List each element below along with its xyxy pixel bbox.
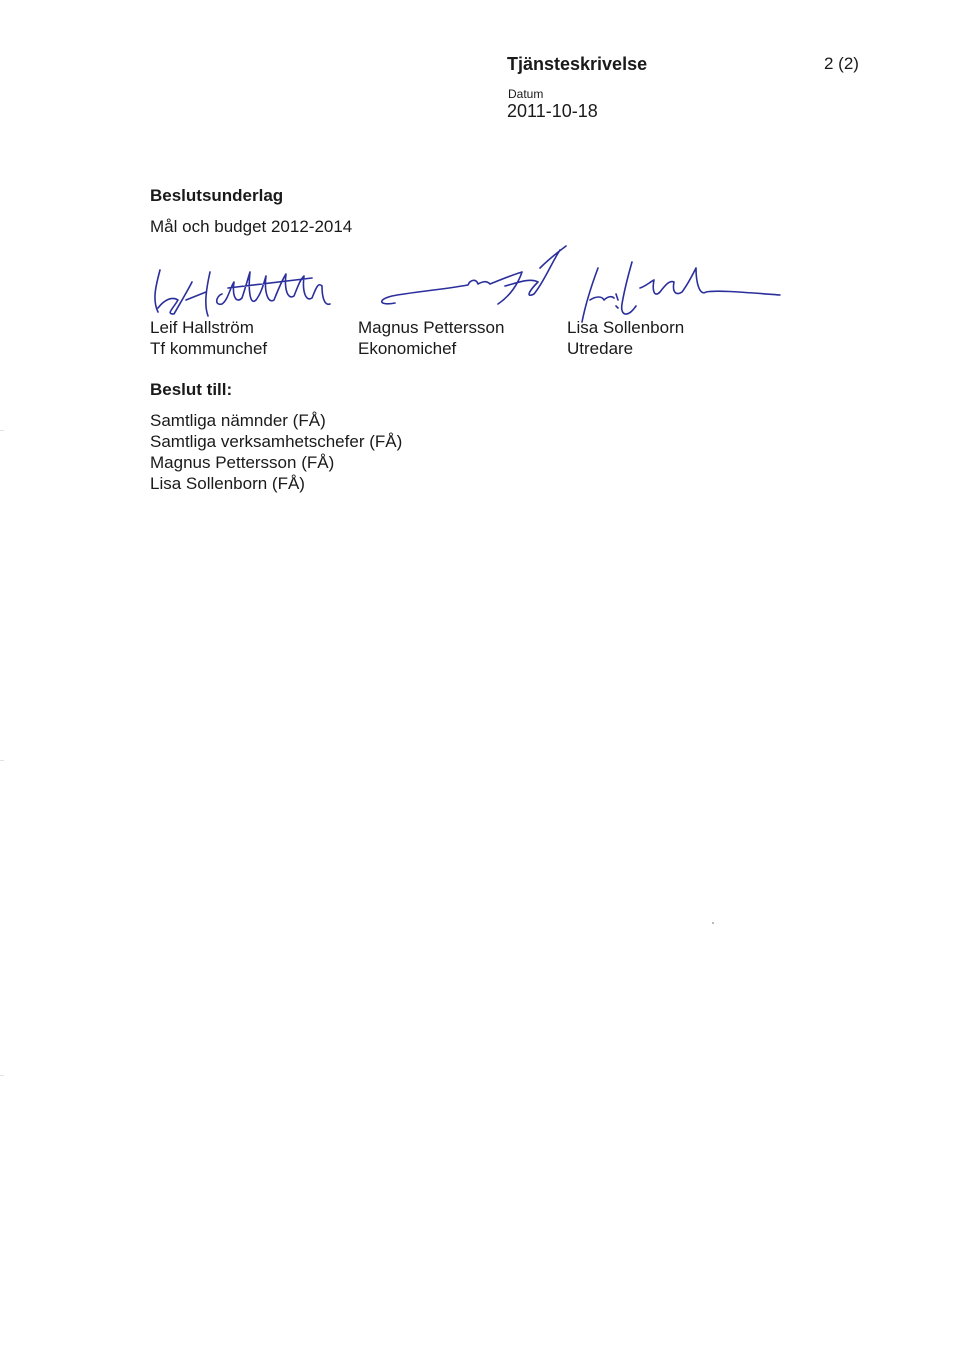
document-type: Tjänsteskrivelse [507, 54, 648, 74]
date-label: Datum [508, 87, 544, 101]
recipient-item: Samtliga verksamhetschefer (FÅ) [150, 432, 403, 451]
section-heading: Beslutsunderlag [150, 186, 284, 205]
scan-edge-mark [0, 760, 4, 761]
page-number: 2 (2) [824, 54, 859, 73]
date-value: 2011-10-18 [507, 101, 598, 121]
signatory-name: Lisa Sollenborn [567, 318, 685, 337]
signatory-name: Leif Hallström [150, 318, 254, 337]
distribution-heading: Beslut till: [150, 380, 233, 399]
recipient-item: Lisa Sollenborn (FÅ) [150, 474, 305, 493]
scan-edge-mark [0, 1075, 4, 1076]
handwritten-signatures [0, 0, 960, 400]
signatory-name: Magnus Pettersson [358, 318, 505, 337]
signatory-title: Ekonomichef [358, 339, 457, 358]
recipient-item: Samtliga nämnder (FÅ) [150, 411, 326, 430]
recipient-item: Magnus Pettersson (FÅ) [150, 453, 335, 472]
signatory-title: Utredare [567, 339, 634, 358]
signatory-title: Tf kommunchef [150, 339, 268, 358]
distribution-list [150, 410, 402, 494]
scan-speck [712, 922, 714, 924]
section-subject: Mål och budget 2012-2014 [150, 217, 353, 236]
scan-edge-mark [0, 430, 4, 431]
